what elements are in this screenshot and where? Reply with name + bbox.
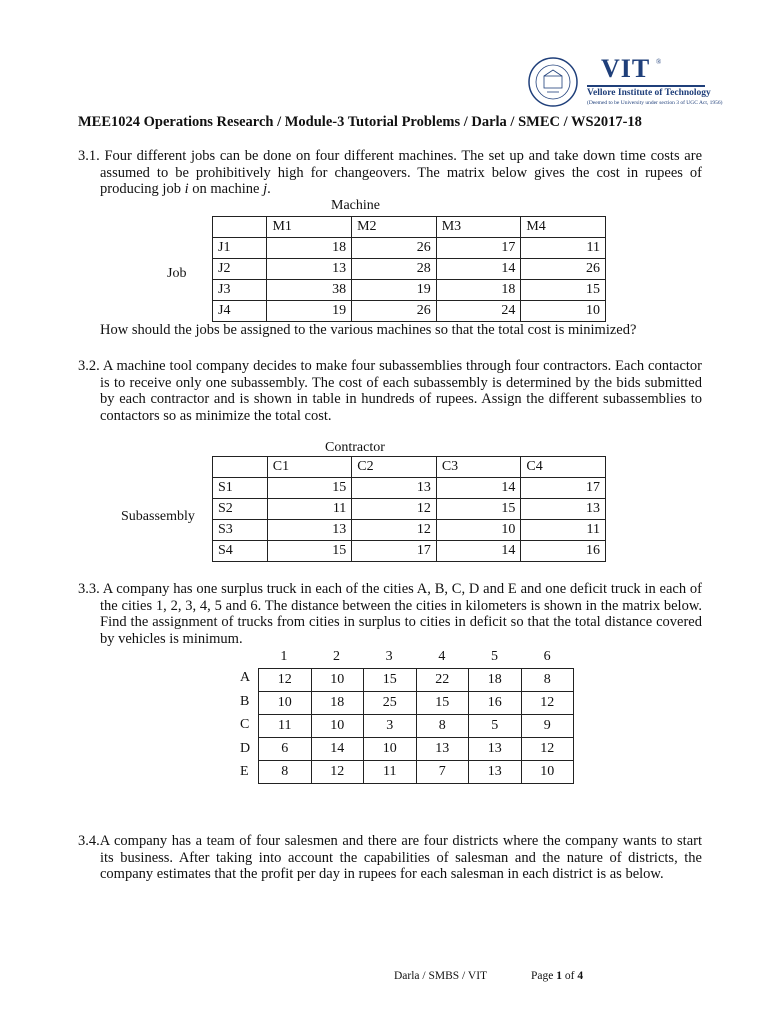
table-row [259, 738, 574, 761]
table-cell: 15 [364, 669, 417, 692]
job-machine-cost-table [212, 216, 606, 322]
table-cell: 38 [267, 280, 352, 301]
table-cell: 17 [352, 541, 437, 562]
table-cell: 3 [364, 715, 417, 738]
table-cell: 13 [469, 738, 522, 761]
table-cell: 13 [267, 520, 352, 541]
problem-number: 3.2. [78, 358, 100, 374]
table-cell: 7 [416, 761, 469, 784]
table-cell: 18 [311, 692, 364, 715]
row-label: A [240, 670, 251, 685]
table-cell: 6 [259, 738, 312, 761]
column-header: C3 [436, 457, 521, 478]
table-row [213, 499, 606, 520]
table-cell: 12 [521, 738, 574, 761]
row-label: E [240, 764, 249, 779]
column-header: M3 [436, 217, 521, 238]
row-label: J4 [213, 301, 267, 322]
university-seal-icon [527, 56, 579, 108]
table-cell: 11 [521, 520, 606, 541]
table-cell: 19 [267, 301, 352, 322]
table-cell: 26 [352, 238, 437, 259]
table-cell: 12 [259, 669, 312, 692]
column-header: 6 [543, 649, 551, 664]
footer-page-number: Page 1 of 4 [531, 970, 584, 982]
table-cell: 12 [311, 761, 364, 784]
column-header: 4 [438, 649, 446, 664]
logo-registered-mark: ® [656, 58, 662, 66]
column-header: M2 [352, 217, 437, 238]
table-cell: 17 [521, 478, 606, 499]
machine-column-title: Machine [331, 198, 380, 213]
table-row [259, 761, 574, 784]
table-cell: 16 [521, 541, 606, 562]
table-cell: 14 [436, 541, 521, 562]
problem-number: 3.3. [78, 581, 100, 597]
table-cell: 13 [267, 259, 352, 280]
table-cell: 14 [436, 478, 521, 499]
table-cell: 11 [521, 238, 606, 259]
row-label: C [240, 717, 250, 732]
table-cell: 8 [521, 669, 574, 692]
table-cell: 11 [259, 715, 312, 738]
problem-3-3-statement: 3.3. A company has one surplus truck in each of the cities A, B, C, D and E and one deficit truck in each of the cities 1, 2, 3, 4, 5 and 6. The distance between the cities in kilometers is shown in the matrix below. Find the assignment of trucks from cities in surplus to cities in deficit so that the total distance covered by vehicles is minimum. [78, 581, 702, 647]
table-row [213, 280, 606, 301]
table-cell: 15 [416, 692, 469, 715]
table-cell: 18 [436, 280, 521, 301]
column-header: M1 [267, 217, 352, 238]
problem-3-1-question: How should the jobs be assigned to the various machines so that the total cost is minimized? [100, 322, 637, 338]
row-label: S3 [213, 520, 268, 541]
row-label: S1 [213, 478, 268, 499]
table-cell: 10 [311, 669, 364, 692]
row-label: B [240, 693, 250, 709]
city-distance-table [258, 668, 574, 784]
row-label: S2 [213, 499, 268, 520]
column-header: 1 [280, 649, 288, 664]
column-header: C2 [352, 457, 437, 478]
table-cell: 10 [521, 761, 574, 784]
table-cell: 10 [436, 520, 521, 541]
table-cell: 26 [521, 259, 606, 280]
logo-brand: VIT [601, 54, 651, 83]
vit-logo [527, 54, 723, 108]
table-cell: 11 [267, 499, 352, 520]
table-cell: 15 [436, 499, 521, 520]
table-row [213, 478, 606, 499]
document-header: MEE1024 Operations Research / Module-3 Tutorial Problems / Darla / SMEC / WS2017-18 [78, 114, 642, 130]
row-label: J3 [213, 280, 267, 301]
table-cell: 18 [469, 669, 522, 692]
table-cell: 24 [436, 301, 521, 322]
problem-3-2-statement: 3.2. A machine tool company decides to make four subassemblies through four contractors. Each contactor is to receive only one subassembly. The cost of each subassembly is determined by the bids submitted by each contractor and is shown in table in hundreds of rupees. Assign the different subassemblies to contactors so as minimize the total cost. [78, 358, 703, 424]
table-cell: 11 [364, 761, 417, 784]
table-cell: 13 [469, 761, 522, 784]
table-corner-cell [213, 217, 267, 238]
table-cell: 14 [436, 259, 521, 280]
table-cell: 13 [352, 478, 437, 499]
column-header: M4 [521, 217, 606, 238]
table-cell: 28 [352, 259, 437, 280]
table-cell: 18 [267, 238, 352, 259]
table-cell: 5 [469, 715, 522, 738]
table-cell: 26 [352, 301, 437, 322]
row-label: S4 [213, 541, 268, 562]
table-cell: 15 [267, 478, 352, 499]
table-cell: 12 [352, 520, 437, 541]
footer-author: Darla / SMBS / VIT [394, 970, 488, 982]
table-cell: 15 [521, 280, 606, 301]
table-row [259, 669, 574, 692]
logo-deemed-note: (Deemed to be University under section 3 of UGC Act, 1956) [587, 100, 723, 106]
job-row-title: Job [167, 266, 187, 281]
subassembly-row-title: Subassembly [121, 509, 195, 524]
row-label: J2 [213, 259, 267, 280]
table-row [213, 301, 606, 322]
table-cell: 13 [521, 499, 606, 520]
problem-number: 3.4. [78, 833, 100, 849]
subassembly-contractor-cost-table [212, 456, 606, 562]
table-cell: 10 [311, 715, 364, 738]
table-cell: 10 [521, 301, 606, 322]
problem-3-4-statement: 3.4.A company has a team of four salesmen and there are four districts where the company wants to start its business. After taking into account the capabilities of salesman and the nature of districts, the company estimates that the profit per day in rupees for each salesman in each district is as below. [78, 833, 702, 882]
column-header: 3 [385, 649, 393, 664]
table-cell: 10 [364, 738, 417, 761]
contractor-column-title: Contractor [325, 440, 385, 455]
table-cell: 9 [521, 715, 574, 738]
column-header: C4 [521, 457, 606, 478]
logo-institute-name: Vellore Institute of Technology [587, 88, 711, 98]
table-corner-cell [213, 457, 268, 478]
table-row [259, 692, 574, 715]
table-cell: 13 [416, 738, 469, 761]
table-row [259, 715, 574, 738]
table-cell: 15 [267, 541, 352, 562]
table-row [213, 520, 606, 541]
table-cell: 19 [352, 280, 437, 301]
row-label: J1 [213, 238, 267, 259]
table-cell: 25 [364, 692, 417, 715]
logo-divider [587, 85, 705, 87]
table-cell: 8 [259, 761, 312, 784]
table-cell: 12 [352, 499, 437, 520]
table-cell: 22 [416, 669, 469, 692]
table-row [213, 259, 606, 280]
table-cell: 12 [521, 692, 574, 715]
table-cell: 14 [311, 738, 364, 761]
table-cell: 16 [469, 692, 522, 715]
table-row [213, 541, 606, 562]
row-label: D [240, 740, 251, 756]
column-header: C1 [267, 457, 352, 478]
problem-number: 3.1. [78, 148, 100, 164]
column-header: 5 [491, 649, 498, 664]
table-cell: 10 [259, 692, 312, 715]
table-cell: 17 [436, 238, 521, 259]
table-row [213, 238, 606, 259]
column-header: 2 [333, 649, 340, 664]
table-cell: 8 [416, 715, 469, 738]
problem-3-1-statement: 3.1. Four different jobs can be done on four different machines. The set up and take down time costs are assumed to be prohibitively high for changeovers. The matrix below gives the cost in rupees of producing job i on machine j. [78, 148, 703, 197]
